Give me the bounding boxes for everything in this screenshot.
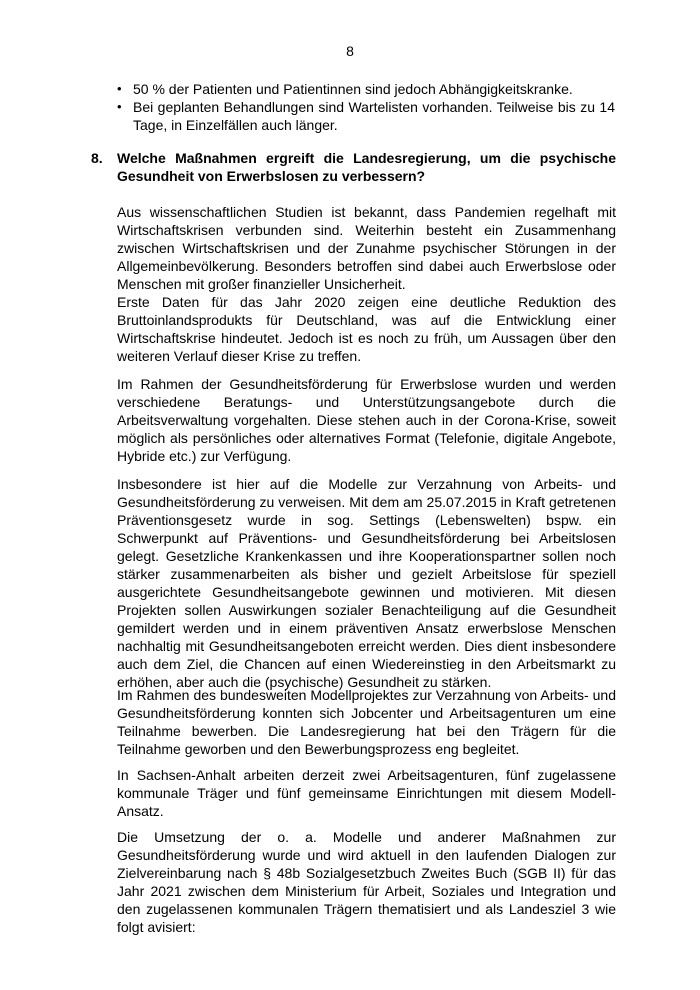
paragraph: Im Rahmen der Gesundheitsförderung für Erwerbslose wurden und werden verschiedene Beratungs- und Unterstützungsangebote durch die Arbeitsverwaltung vorgehalten. Diese stehen auch in der Corona-Krise, soweit möglich als persönliches oder alternatives Format (Telefonie, digitale Angebote, Hybride etc.) zur Verfügung. [117,376,616,464]
page-number: 8 [346,43,354,59]
bullet-item: • Bei geplanten Behandlungen sind Wartelisten vorhanden. Teilweise bis zu 14 Tage, in Einzelfällen auch länger. [117,98,615,134]
question-text: Welche Maßnahmen ergreift die Landesregierung, um die psychische Gesundheit von Erwerbslosen zu verbessern? [117,150,616,184]
paragraph: In Sachsen-Anhalt arbeiten derzeit zwei Arbeitsagenturen, fünf zugelassene kommunale Träger und fünf gemeinsame Einrichtungen mit diesem Modell-Ansatz. [117,767,616,819]
bullet-list [117,80,615,134]
question-number: 8. [91,150,103,166]
bullet-item: • 50 % der Patienten und Patientinnen sind jedoch Abhängigkeitskranke. [117,80,615,98]
paragraph: Im Rahmen des bundesweiten Modellprojektes zur Verzahnung von Arbeits- und Gesundheitsförderung konnten sich Jobcenter und Arbeitsagenturen um eine Teilnahme bewerben. Die Landesregierung hat bei den Trägern für die Teilnahme geworben und den Bewerbungsprozess eng begleitet. [117,687,616,757]
paragraph: Die Umsetzung der o. a. Modelle und anderer Maßnahmen zur Gesundheitsförderung wurde und wird aktuell in den laufenden Dialogen zur Zielvereinbarung nach § 48b Sozialgesetzbuch Zweites Buch (SGB II) für das Jahr 2021 zwischen dem Ministerium für Arbeit, Soziales und Integration und den zugelassenen kommunalen Trägern thematisiert und als Landesziel 3 wie folgt avisiert: [117,829,616,935]
paragraph: Insbesondere ist hier auf die Modelle zur Verzahnung von Arbeits- und Gesundheitsförderung zu verweisen. Mit dem am 25.07.2015 in Kraft getretenen Präventionsgesetz wurde in sog. Settings (Lebenswelten) bspw. ein Schwerpunkt auf Präventions- und Gesundheitsförderung bei Arbeitslosen gelegt. Gesetzliche Krankenkassen und ihre Kooperationspartner sollen noch stärker zusammenarbeiten als bisher und gezielt Arbeitslose für speziell ausgerichtete Gesundheitsangebote gewinnen und motivieren. Mit diesen Projekten sollen Auswirkungen sozialer Benachteiligung auf die Gesundheit gemildert werden und in einem präventiven Ansatz erwerbslose Menschen nachhaltig mit Gesundheitsangeboten erreicht werden. Dies dient insbesondere auch dem Ziel, die Chancen auf einen Wiedereinstieg in den Arbeitsmarkt zu erhöhen, aber auch die (psychische) Gesundheit zu stärken. [117,476,616,690]
paragraph: Aus wissenschaftlichen Studien ist bekannt, dass Pandemien regelhaft mit Wirtschaftskrisen verbunden sind. Weiterhin besteht ein Zusammenhang zwischen Wirtschaftskrisen und der Zunahme psychischer Störungen in der Allgemeinbevölkerung. Besonders betroffen sind dabei auch Erwerbslose oder Menschen mit großer finanzieller Unsicherheit. [117,204,616,292]
paragraph: Erste Daten für das Jahr 2020 zeigen eine deutliche Reduktion des Bruttoinlandsprodukts für Deutschland, was auf die Entwicklung einer Wirtschaftskrise hindeutet. Jedoch ist es noch zu früh, um Aussagen über den weiteren Verlauf dieser Krise zu treffen. [117,294,616,364]
